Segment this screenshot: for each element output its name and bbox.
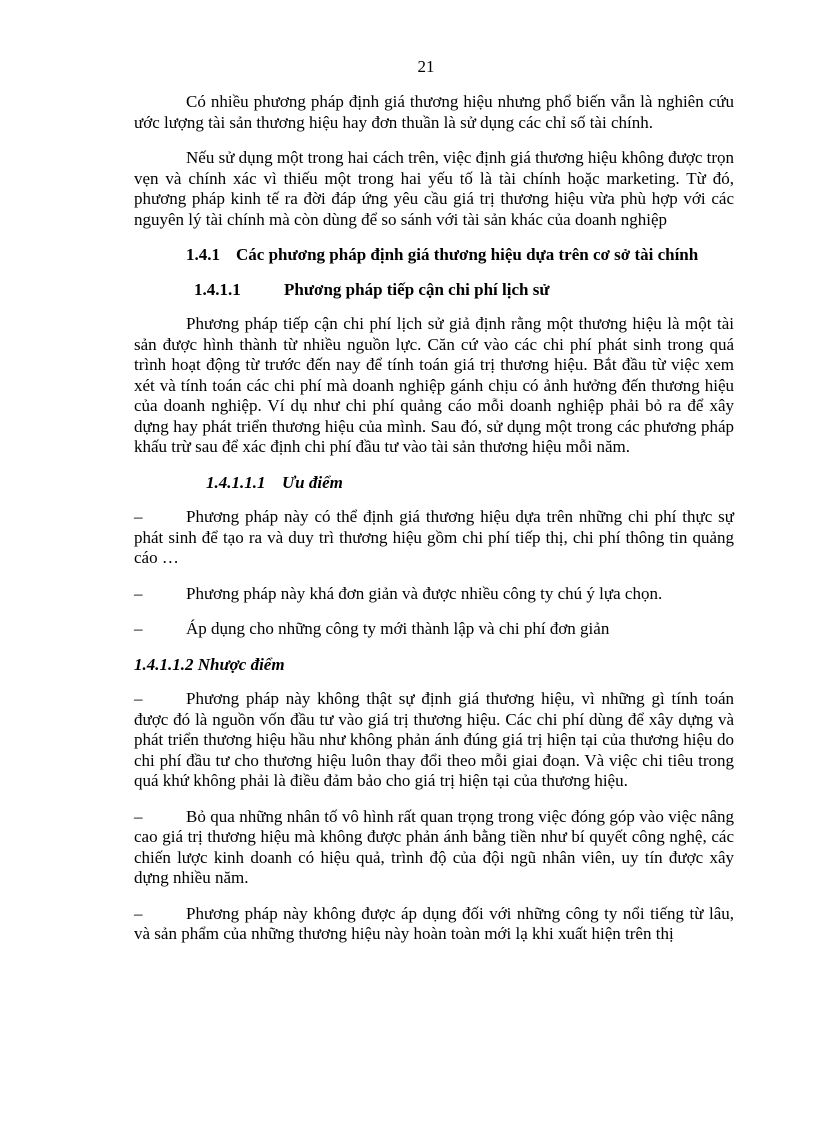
list-item-text: Phương pháp này không thật sự định giá thương hiệu, vì những gì tính toán được đó là nguồn vốn đầu tư vào giá trị thương hiệu. Các chi phí dùng để xây dựng và phát triển thương hiệu hầu như không phản ánh đúng giá trị hiện tại của thương hiệu do chi phí đầu tư cho thương hiệu luôn thay đổi theo mỗi giai đoạn. Và việc chi tiêu trong quá khứ không phải là điều đảm bảo cho giá trị hiện tại của thương hiệu. (134, 689, 734, 790)
list-item (134, 507, 734, 569)
subheading-disadvantages: 1.4.1.1.2 Nhược điểm (134, 654, 285, 674)
document-body (134, 92, 734, 960)
dash-bullet: – (134, 903, 143, 923)
dash-bullet: – (134, 507, 143, 526)
dash-bullet: – (134, 619, 143, 638)
dash-bullet: – (134, 583, 143, 603)
section-heading-1-4-1 (134, 245, 734, 266)
list-item (134, 689, 734, 792)
list-item-text: Phương pháp này không được áp dụng đối với những công ty nổi tiếng từ lâu, và sản phẩm của những thương hiệu này hoàn toàn mới lạ khi xuất hiện trên thị (134, 903, 734, 943)
list-item-text: Phương pháp này có thể định giá thương hiệu dựa trên những chi phí thực sự phát sinh để tạo ra và duy trì thương hiệu gồm chi phí tiếp thị, chi phí thông tin quảng cáo … (134, 507, 734, 567)
section-title: Các phương pháp định giá thương hiệu dựa trên cơ sở tài chính (236, 245, 699, 264)
page-number: 21 (417, 57, 435, 76)
section-number: 1.4.1 (186, 245, 220, 264)
dash-bullet: – (134, 689, 143, 708)
section-number: 1.4.1.1.1 (206, 472, 266, 492)
list-item (134, 904, 734, 945)
list-item-text: Bỏ qua những nhân tố vô hình rất quan trọng trong việc đóng góp vào việc nâng cao giá trị thương hiệu mà không được phản ánh bằng tiền như bí quyết công nghệ, các chiến lược kinh doanh có hiệu quả, trình độ của đội ngũ nhân viên, uy tín được xây dựng nhiều năm. (134, 806, 734, 887)
body-paragraph: Phương pháp tiếp cận chi phí lịch sử giả định rằng một thương hiệu là một tài sản được hình thành từ nhiều nguồn lực. Căn cứ vào các chi phí phát sinh trong quá trình hoạt động từ trước đến nay để tính toán giá trị thương hiệu. Bắt đầu từ việc xem xét và tính toán các chi phí mà doanh nghiệp gánh chịu có ảnh hưởng đến thương hiệu của doanh nghiệp. Ví dụ như chi phí quảng cáo mỗi doanh nghiệp phải bỏ ra để xây dựng hay phát triển thương hiệu của mình. Sau đó, sử dụng một trong các phương pháp khấu trừ sau để xác định chi phí đầu tư vào tài sản thương hiệu mỗi năm. (134, 314, 734, 456)
list-item (134, 584, 734, 605)
list-item (134, 619, 734, 640)
intro-paragraph: Nếu sử dụng một trong hai cách trên, việc định giá thương hiệu không được trọn vẹn và chính xác vì thiếu một trong hai yếu tố là tài chính hoặc marketing. Từ đó, phương pháp kinh tế ra đời đáp ứng yêu cầu giá trị thương hiệu vừa phù hợp với các nguyên lý tài chính mà còn dùng để so sánh với tài sản khác của doanh nghiệp (134, 148, 734, 229)
section-number: 1.4.1.1 (194, 279, 241, 299)
section-heading-1-4-1-1 (134, 280, 734, 301)
list-item-text: Áp dụng cho những công ty mới thành lập và chi phí đơn giản (186, 619, 610, 638)
dash-bullet: – (134, 806, 143, 826)
section-title: Ưu điểm (282, 472, 343, 492)
intro-paragraph: Có nhiều phương pháp định giá thương hiệu nhưng phổ biến vẫn là nghiên cứu ước lượng tài sản thương hiệu hay đơn thuần là sử dụng các chỉ số tài chính. (134, 92, 734, 132)
list-item (134, 807, 734, 889)
list-item-text: Phương pháp này khá đơn giản và được nhiều công ty chú ý lựa chọn. (186, 583, 663, 603)
section-title: Phương pháp tiếp cận chi phí lịch sử (284, 279, 550, 299)
subheading-advantages (134, 473, 734, 494)
